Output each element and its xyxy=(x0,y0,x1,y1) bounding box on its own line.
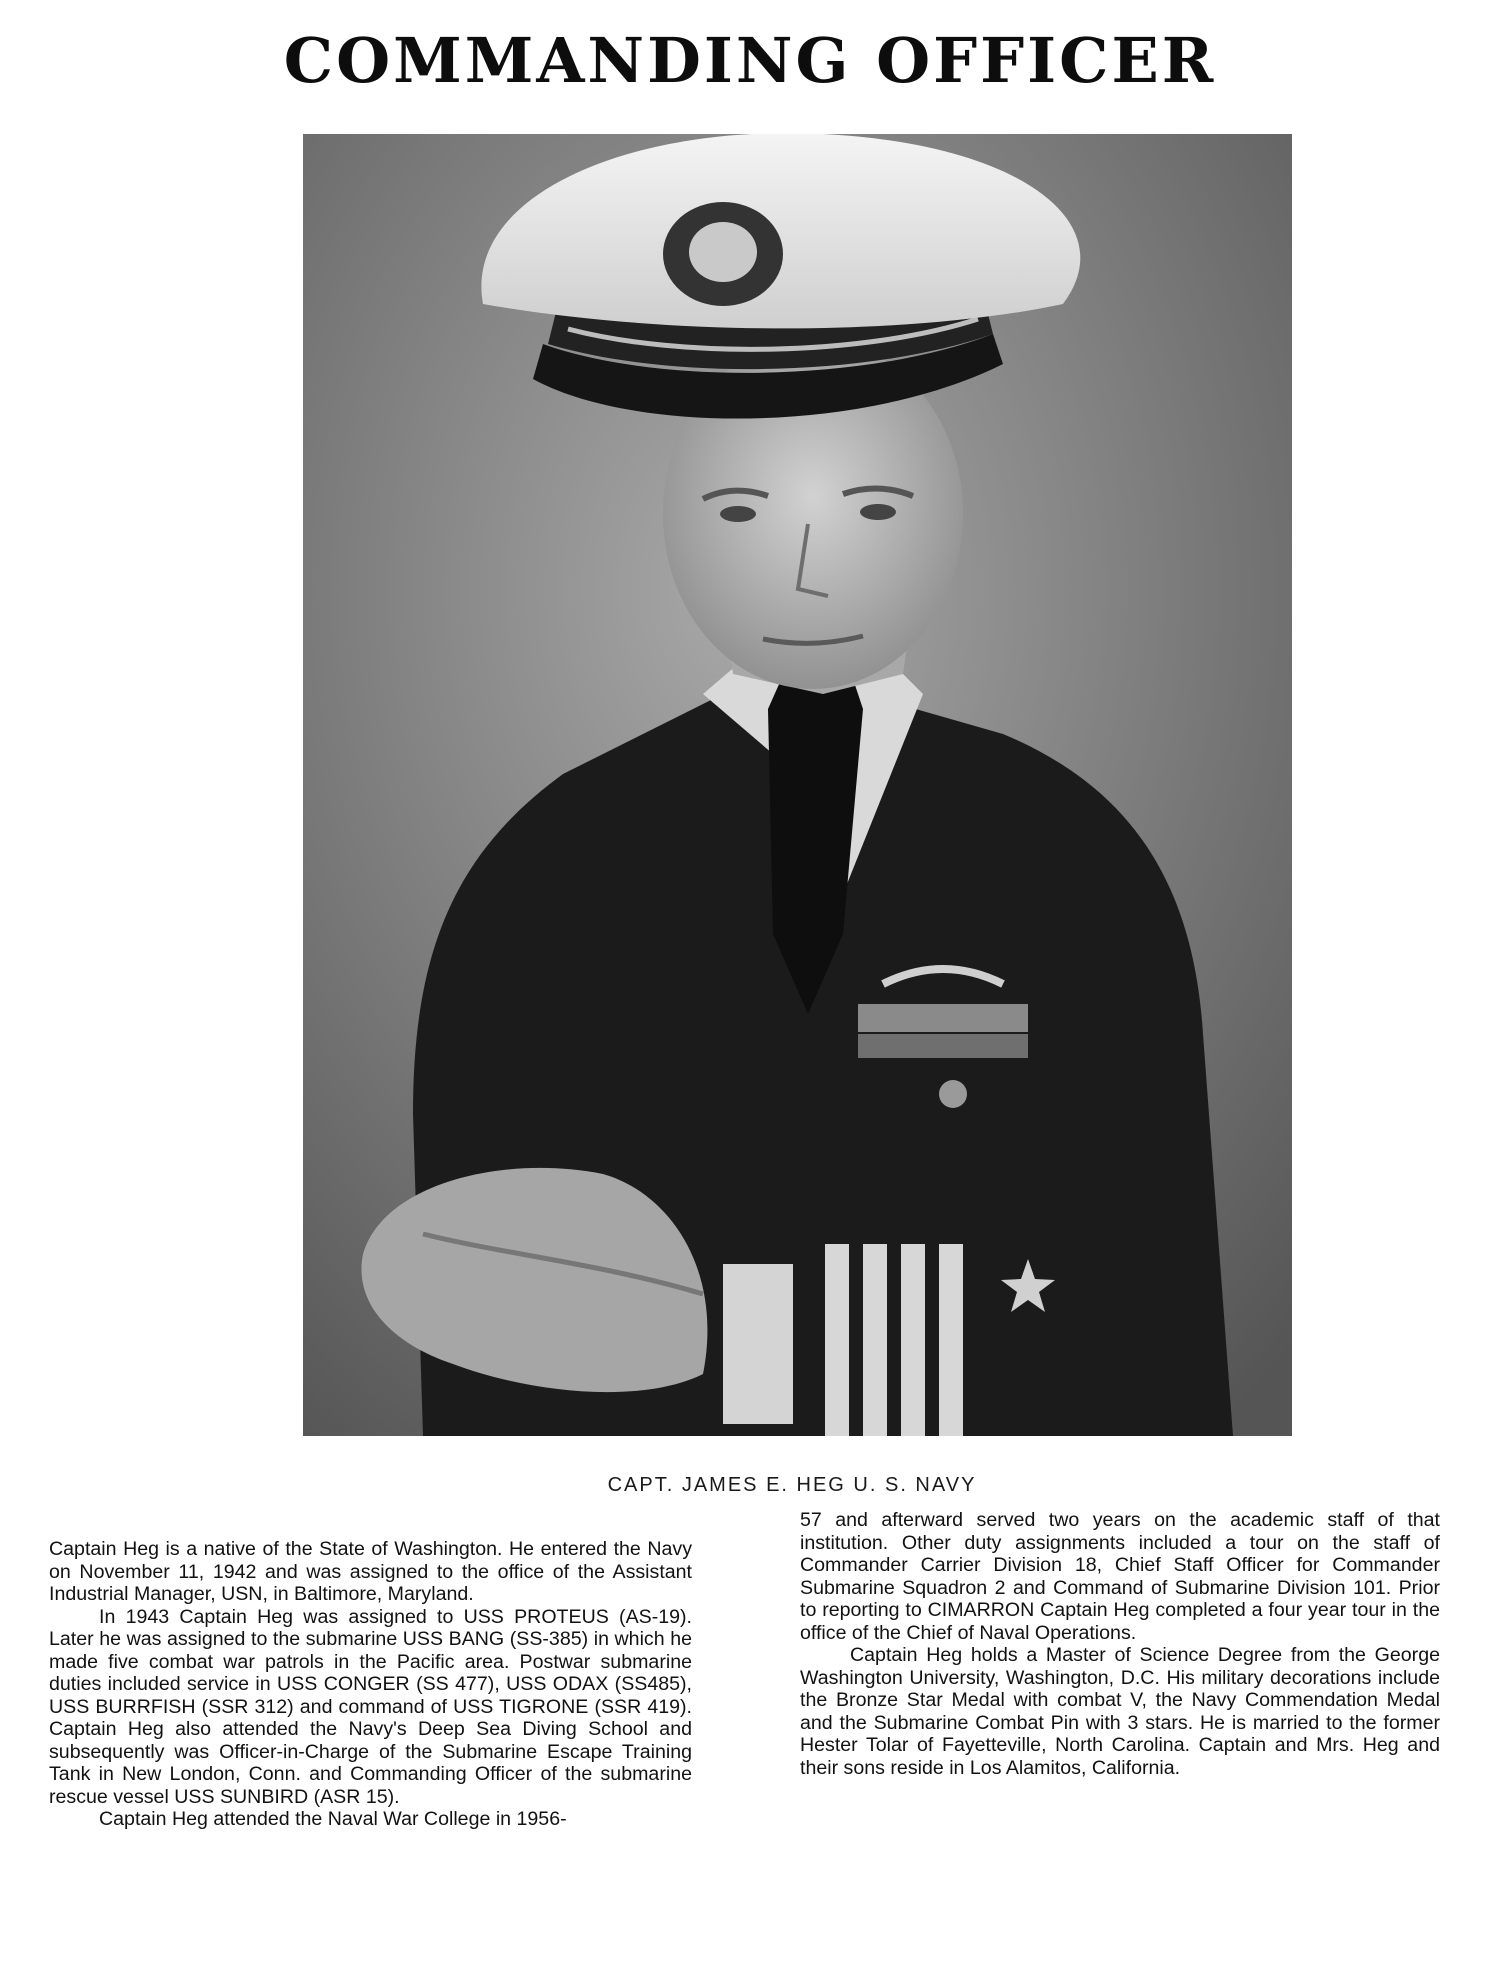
bio-paragraph: Captain Heg attended the Naval War College in 1956- xyxy=(99,1808,567,1830)
bio-column-left xyxy=(49,1538,692,1831)
bio-paragraph: Captain Heg is a native of the State of Washington. He entered the Navy on November 11, 1942 and was assigned to the office of the Assistant Industrial Manager, USN, in Baltimore, Maryland. xyxy=(49,1538,692,1605)
page-title: COMMANDING OFFICER xyxy=(283,24,1217,97)
portrait-photo-icon xyxy=(303,134,1292,1436)
portrait-photo xyxy=(303,134,1292,1436)
bio-paragraph: Captain Heg holds a Master of Science Degree from the George Washington University, Washington, D.C. His military decorations include the Bronze Star Medal with combat V, the Navy Commendation Medal and the Submarine Combat Pin with 3 stars. He is married to the former Hester Tolar of Fayetteville, North Carolina. Captain and Mrs. Heg and their sons reside in Los Alamitos, California. xyxy=(800,1644,1440,1779)
photo-caption: CAPT. JAMES E. HEG U. S. NAVY xyxy=(607,1474,977,1496)
bio-paragraph: In 1943 Captain Heg was assigned to USS PROTEUS (AS-19). Later he was assigned to the submarine USS BANG (SS-385) in which he made five combat war patrols in the Pacific area. Postwar submarine duties included service in USS CONGER (SS 477), USS ODAX (SS485), USS BURRFISH (SSR 312) and command of USS TIGRONE (SSR 419). Captain Heg also attended the Navy's Deep Sea Diving School and subsequently was Officer-in-Charge of the Submarine Escape Training Tank in New London, Conn. and Commanding Officer of the submarine rescue vessel USS SUNBIRD (ASR 15). xyxy=(49,1605,692,1808)
bio-column-right xyxy=(800,1509,1440,1779)
bio-paragraph: 57 and afterward served two years on the academic staff of that institution. Other duty assignments included a tour on the staff of Commander Carrier Division 18, Chief Staff Officer for Commander Submarine Squadron 2 and Command of Submarine Division 101. Prior to reporting to CIMARRON Captain Heg completed a four year tour in the office of the Chief of Naval Operations. xyxy=(800,1509,1440,1644)
